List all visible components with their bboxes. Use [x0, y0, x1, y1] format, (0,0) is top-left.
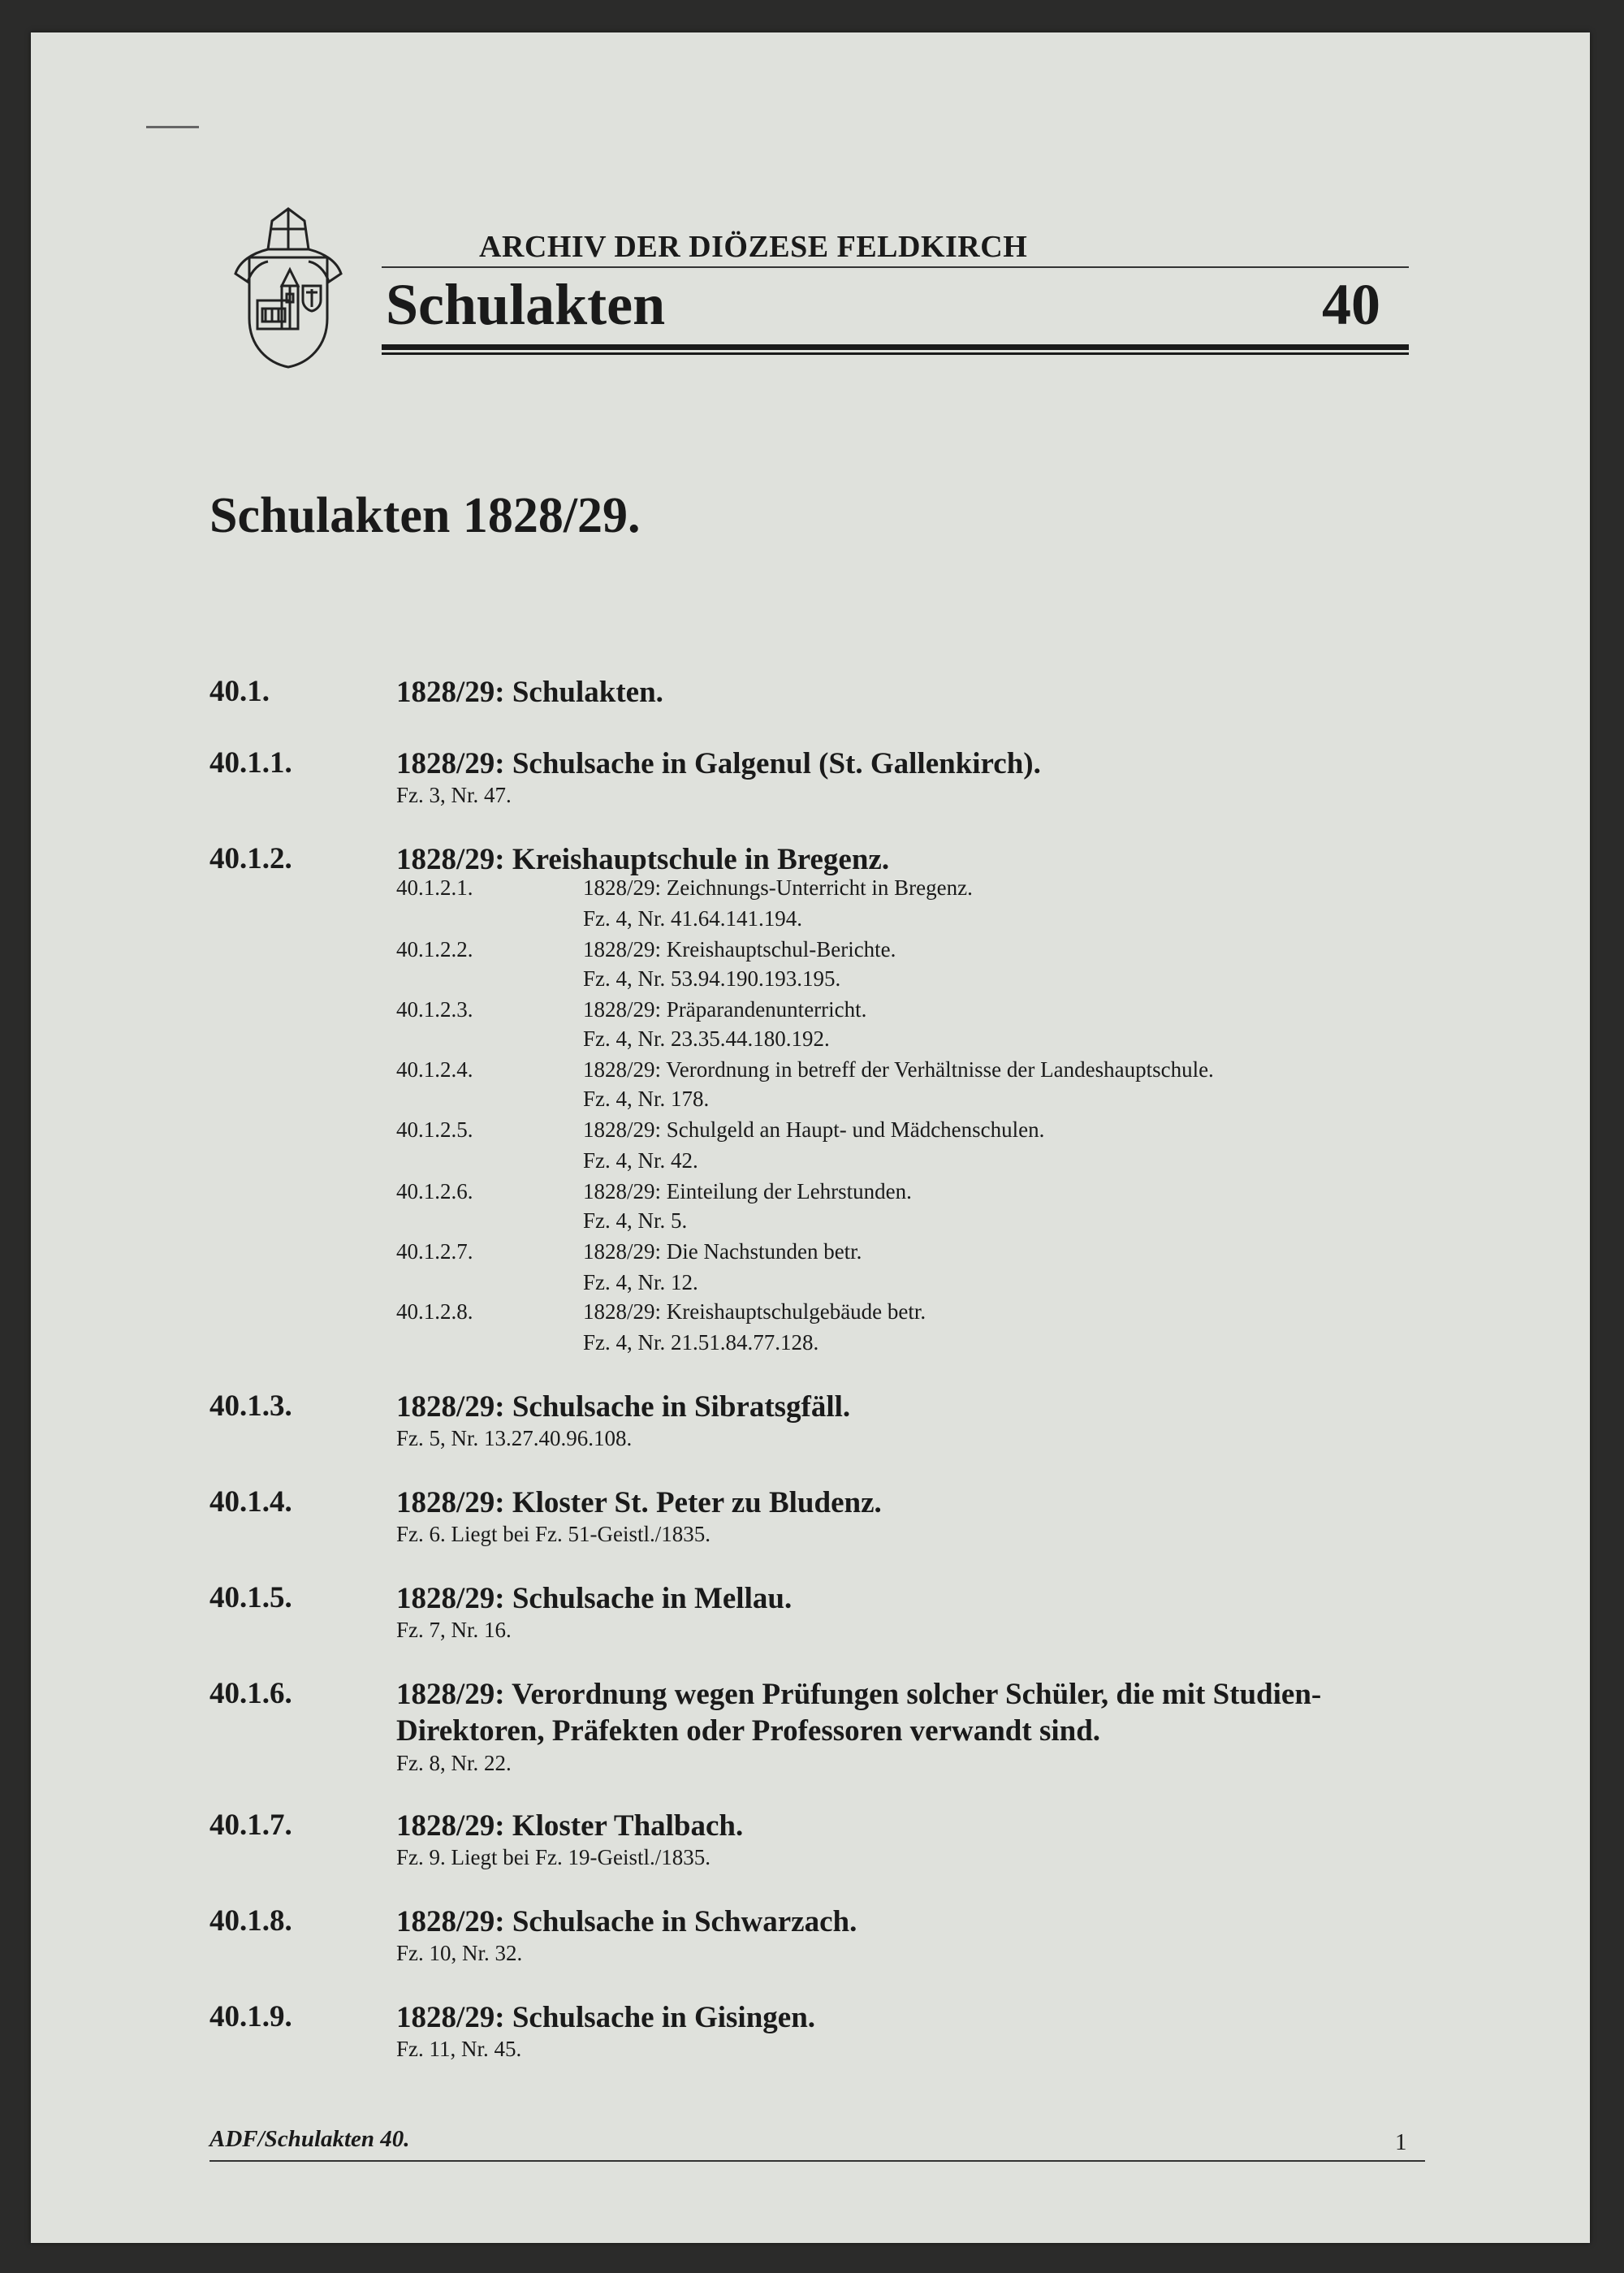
- entry-title: 1828/29: Schulsache in Sibratsgfäll.: [396, 1390, 851, 1424]
- entry-number: 40.1.: [209, 675, 270, 708]
- sub-entry-title: 1828/29: Einteilung der Lehrstunden.: [583, 1179, 912, 1203]
- entry-ref: Fz. 6. Liegt bei Fz. 51-Geistl./1835.: [396, 1522, 710, 1546]
- sub-entry-ref: Fz. 4, Nr. 53.94.190.193.195.: [583, 966, 841, 991]
- sub-entry-ref: Fz. 4, Nr. 42.: [583, 1148, 698, 1173]
- sub-entry-title: 1828/29: Zeichnungs-Unterricht in Bregenz.: [583, 875, 973, 900]
- sub-entry-ref: Fz. 4, Nr. 41.64.141.194.: [583, 906, 802, 931]
- entry-number: 40.1.9.: [209, 2000, 292, 2033]
- entry-title: 1828/29: Verordnung wegen Prüfungen solcher Schüler, die mit Studien-Direktoren, Präfekten oder Professoren verwandt sind.: [396, 1678, 1322, 1748]
- sub-entry-ref: Fz. 4, Nr. 23.35.44.180.192.: [583, 1026, 830, 1051]
- sub-entry-number: 40.1.2.3.: [396, 997, 473, 1022]
- entry-ref: Fz. 7, Nr. 16.: [396, 1618, 512, 1642]
- entry-ref: Fz. 3, Nr. 47.: [396, 783, 512, 807]
- entry-number: 40.1.7.: [209, 1808, 292, 1842]
- header-number: 40: [1322, 272, 1380, 337]
- sub-entry-title: 1828/29: Schulgeld an Haupt- und Mädchenschulen.: [583, 1117, 1045, 1142]
- archive-name: ARCHIV DER DIÖZESE FELDKIRCH: [479, 230, 1028, 264]
- page-heading: Schulakten 1828/29.: [209, 488, 641, 543]
- entry-ref: Fz. 5, Nr. 13.27.40.96.108.: [396, 1426, 633, 1450]
- entry-number: 40.1.2.: [209, 842, 292, 875]
- entry-ref: Fz. 8, Nr. 22.: [396, 1751, 512, 1775]
- entry-number: 40.1.1.: [209, 746, 292, 780]
- entry-ref: Fz. 11, Nr. 45.: [396, 2037, 522, 2061]
- sub-entry-number: 40.1.2.5.: [396, 1117, 473, 1142]
- sub-entry-number: 40.1.2.1.: [396, 875, 473, 900]
- entry-title: 1828/29: Schulakten.: [396, 676, 663, 709]
- entry-title: 1828/29: Kreishauptschule in Bregenz.: [396, 843, 890, 876]
- footer-rule: [209, 2160, 1425, 2162]
- entry-title: 1828/29: Schulsache in Mellau.: [396, 1582, 793, 1615]
- sub-entry-title: 1828/29: Präparandenunterricht.: [583, 997, 867, 1022]
- entry-ref: Fz. 9. Liegt bei Fz. 19-Geistl./1835.: [396, 1845, 710, 1869]
- entry-title: 1828/29: Kloster Thalbach.: [396, 1809, 744, 1843]
- sub-entry-ref: Fz. 4, Nr. 178.: [583, 1087, 710, 1111]
- sub-entry-number: 40.1.2.7.: [396, 1239, 473, 1264]
- sub-entry-title: 1828/29: Kreishauptschul-Berichte.: [583, 937, 896, 961]
- sub-entry-title: 1828/29: Die Nachstunden betr.: [583, 1239, 862, 1264]
- entry-title: 1828/29: Schulsache in Schwarzach.: [396, 1905, 857, 1938]
- sub-entry-number: 40.1.2.2.: [396, 937, 473, 961]
- entry-number: 40.1.3.: [209, 1389, 292, 1423]
- page-number: 1: [1395, 2129, 1407, 2155]
- header-title: Schulakten: [386, 272, 666, 337]
- sub-entry-ref: Fz. 4, Nr. 12.: [583, 1270, 698, 1294]
- sub-entry-ref: Fz. 4, Nr. 21.51.84.77.128.: [583, 1330, 819, 1355]
- sub-entry-number: 40.1.2.8.: [396, 1299, 473, 1324]
- entry-ref: Fz. 10, Nr. 32.: [396, 1941, 523, 1965]
- footer-label: ADF/Schulakten 40.: [209, 2126, 410, 2152]
- sub-entry-number: 40.1.2.4.: [396, 1057, 473, 1082]
- sub-entry-number: 40.1.2.6.: [396, 1179, 473, 1203]
- entry-title: 1828/29: Schulsache in Gisingen.: [396, 2001, 816, 2034]
- sub-entry-title: 1828/29: Verordnung in betreff der Verhältnisse der Landeshauptschule.: [583, 1057, 1214, 1082]
- entry-number: 40.1.8.: [209, 1904, 292, 1938]
- entry-number: 40.1.6.: [209, 1677, 292, 1710]
- entry-number: 40.1.5.: [209, 1581, 292, 1614]
- entry-number: 40.1.4.: [209, 1485, 292, 1519]
- sub-entry-title: 1828/29: Kreishauptschulgebäude betr.: [583, 1299, 926, 1324]
- entry-title: 1828/29: Schulsache in Galgenul (St. Gallenkirch).: [396, 747, 1041, 780]
- entry-title: 1828/29: Kloster St. Peter zu Bludenz.: [396, 1486, 882, 1519]
- sub-entry-ref: Fz. 4, Nr. 5.: [583, 1208, 688, 1233]
